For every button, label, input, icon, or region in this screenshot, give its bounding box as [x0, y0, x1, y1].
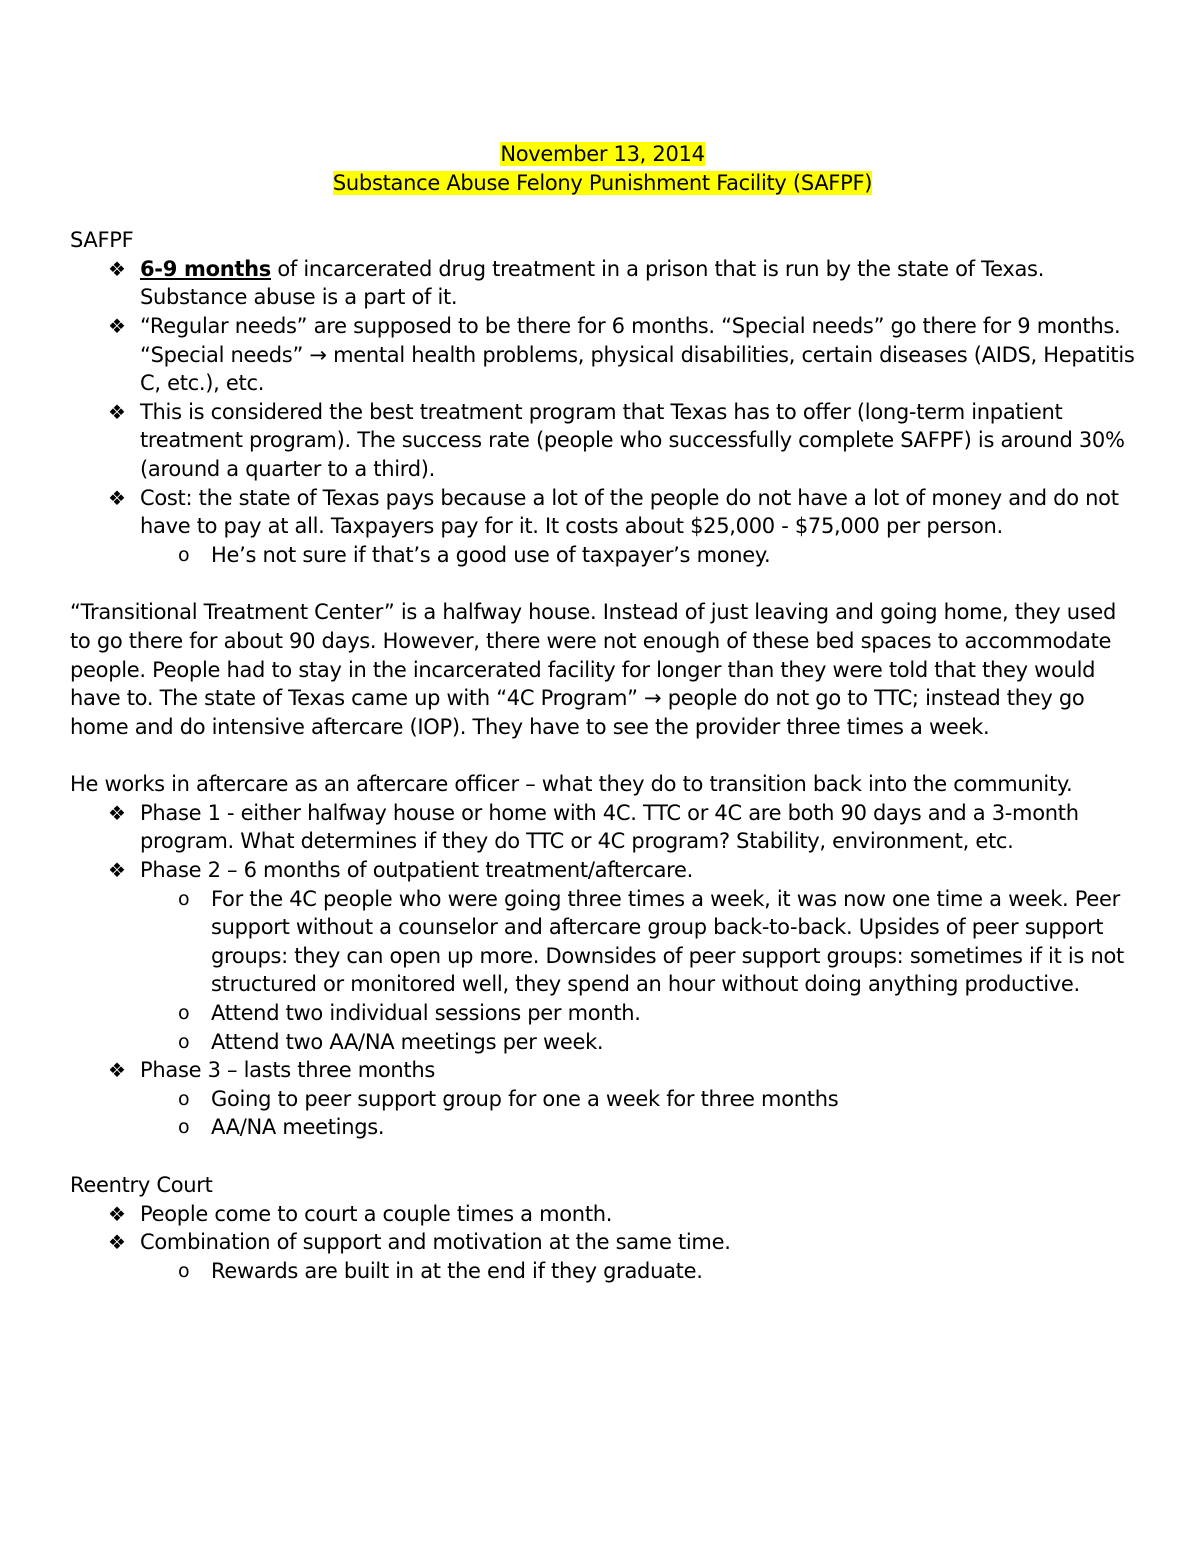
diamond-bullet-icon: ❖	[108, 256, 126, 281]
safpf-bullet-needs	[70, 312, 1135, 398]
phase2-bullet	[70, 856, 1135, 885]
safpf-heading: SAFPF	[70, 228, 134, 253]
aftercare-intro: He works in aftercare as an aftercare officer – what they do to transition back into the community.	[70, 772, 1073, 797]
phase3-text: Phase 3 – lasts three months	[140, 1058, 436, 1083]
reentry-bullet-text: Combination of support and motivation at the same time.	[140, 1230, 731, 1255]
phase2-sub-text: For the 4C people who were going three times a week, it was now one time a week. Peer support without a counselor and aftercare group back-to-back. Upsides of peer support groups: they can open up more. Downsides of peer support groups: sometimes if it is not structured or monitored well, they spend an hour without doing anything productive.	[211, 886, 1124, 997]
diamond-bullet-icon: ❖	[108, 800, 126, 825]
document-date: November 13, 2014	[500, 142, 705, 166]
safpf-bullet-duration	[70, 255, 1135, 312]
best-program-text: This is considered the best treatment program that Texas has to offer (long-term inpatient treatment program). The success rate (people who successfully complete SAFPF) is around 30% (around a quarter to a third).	[140, 399, 1125, 481]
reentry-heading: Reentry Court	[70, 1173, 213, 1197]
diamond-bullet-icon: ❖	[108, 399, 126, 424]
diamond-bullet-icon: ❖	[108, 1058, 126, 1083]
document-header	[70, 140, 1135, 197]
phase3-sub-text: AA/NA meetings.	[211, 1115, 385, 1140]
reentry-bullet	[70, 1228, 1135, 1257]
duration-text: of incarcerated drug treatment in a prison that is run by the state of Texas. Substance abuse is a part of it.	[140, 256, 1045, 310]
circle-bullet-icon: o	[178, 543, 190, 566]
spacer	[70, 741, 1135, 770]
phase2-sub-bullet	[70, 1028, 1135, 1057]
spacer	[70, 569, 1135, 598]
diamond-bullet-icon: ❖	[108, 313, 126, 338]
circle-bullet-icon: o	[178, 1087, 190, 1110]
safpf-bullet-cost	[70, 484, 1135, 541]
reentry-bullet-text: People come to court a couple times a month.	[140, 1201, 613, 1226]
phase3-sub-text: Going to peer support group for one a week for three months	[211, 1086, 839, 1111]
phase2-text: Phase 2 – 6 months of outpatient treatment/aftercare.	[140, 858, 694, 883]
diamond-bullet-icon: ❖	[108, 1201, 126, 1226]
phase1-text: Phase 1 - either halfway house or home with 4C. TTC or 4C are both 90 days and a 3-month program. What determines if they do TTC or 4C program? Stability, environment, etc.	[140, 800, 1079, 854]
spacer	[70, 1142, 1135, 1171]
ttc-paragraph: “Transitional Treatment Center” is a halfway house. Instead of just leaving and going home, they used to go there for about 90 days. However, there were not enough of these bed spaces to accommodate people. People had to stay in the incarcerated facility for longer than they were told that they would have to. The state of Texas came up with “4C Program” → people do not go to TTC; instead they go home and do intensive aftercare (IOP). They have to see the provider three times a week.	[70, 600, 1117, 739]
phase2-sub-text: Attend two AA/NA meetings per week.	[211, 1029, 604, 1054]
phase2-sub-bullet	[70, 885, 1135, 999]
circle-bullet-icon: o	[178, 1259, 190, 1282]
phase2-sub-bullet	[70, 999, 1135, 1028]
phase2-sub-text: Attend two individual sessions per month.	[211, 1001, 641, 1026]
reentry-sub-bullet	[70, 1257, 1135, 1286]
spacer	[70, 197, 1135, 226]
phase3-bullet	[70, 1056, 1135, 1085]
circle-bullet-icon: o	[178, 1030, 190, 1053]
document-page	[70, 140, 1135, 1285]
reentry-sub-text: Rewards are built in at the end if they graduate.	[211, 1258, 703, 1283]
circle-bullet-icon: o	[178, 1002, 190, 1025]
phase3-sub-bullet	[70, 1085, 1135, 1114]
cost-sub-text: He’s not sure if that’s a good use of taxpayer’s money.	[211, 542, 771, 567]
circle-bullet-icon: o	[178, 1116, 190, 1139]
diamond-bullet-icon: ❖	[108, 1230, 126, 1255]
circle-bullet-icon: o	[178, 887, 190, 910]
cost-sub-bullet	[70, 541, 1135, 570]
safpf-bullet-best-program	[70, 398, 1135, 484]
needs-text: “Regular needs” are supposed to be there for 6 months. “Special needs” go there for 9 months. “Special needs” → mental health problems, physical disabilities, certain diseases (AIDS, Hepatitis C, etc.), etc.	[140, 313, 1135, 396]
document-title: Substance Abuse Felony Punishment Facility (SAFPF)	[332, 170, 873, 195]
diamond-bullet-icon: ❖	[108, 485, 126, 510]
diamond-bullet-icon: ❖	[108, 858, 126, 883]
phase3-sub-bullet	[70, 1113, 1135, 1142]
duration-emphasis: 6-9 months	[140, 256, 271, 281]
cost-text: Cost: the state of Texas pays because a lot of the people do not have a lot of money and do not have to pay at all. Taxpayers pay for it. It costs about $25,000 - $75,000 per person.	[140, 485, 1119, 539]
reentry-bullet	[70, 1200, 1135, 1229]
phase1-bullet	[70, 799, 1135, 856]
